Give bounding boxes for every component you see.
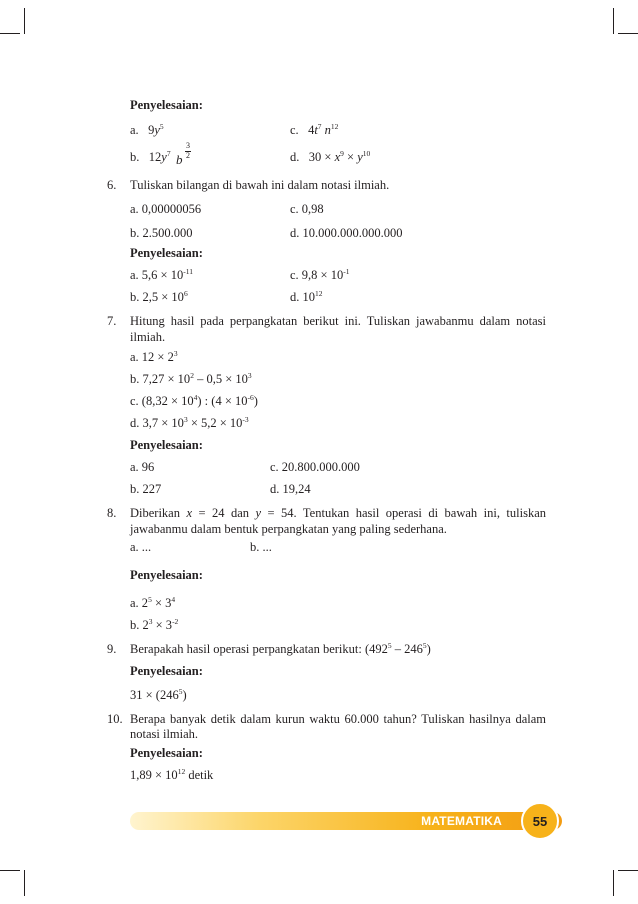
question-10-number: 10. bbox=[107, 712, 123, 726]
question-7-text-line1: Hitung hasil pada perpangkatan berikut ini. Tuliskan jawabanmu dalam notasi bbox=[130, 314, 546, 328]
question-9-text: Berapakah hasil operasi perpangkatan berikut: $(492^5 - 246^5)$ bbox=[130, 641, 431, 656]
question-10-text-line1: Berapa banyak detik dalam kurun waktu 60.000 tahun? Tuliskan hasilnya dalam bbox=[130, 712, 546, 726]
footer-subject: MATEMATIKA bbox=[421, 814, 502, 828]
answer-8b: b. $2^3 \times 3^{-2}$ bbox=[130, 617, 179, 632]
answer-6b: b. $2,5 \times 10^6$ bbox=[130, 289, 188, 304]
answer-5c: c. $4t^7$ $n^{12}$ bbox=[290, 122, 339, 137]
solution-heading: Penyelesaian: bbox=[130, 438, 203, 452]
crop-mark bbox=[0, 870, 20, 871]
answer-7b: b. 227 bbox=[130, 482, 162, 496]
question-8a: a. ... bbox=[130, 540, 152, 554]
answer-8a: a. $2^5 \times 3^4$ bbox=[130, 595, 176, 610]
question-6a: a. 0,00000056 bbox=[130, 202, 202, 216]
crop-mark bbox=[613, 870, 614, 896]
answer-5b-base: b bbox=[176, 152, 183, 167]
page-number: 55 bbox=[521, 802, 559, 840]
answer-5b: b. $12y^7$ bbox=[130, 149, 171, 164]
answer-5b-frac-den: 2 bbox=[186, 151, 190, 160]
crop-mark bbox=[618, 870, 638, 871]
solution-heading: Penyelesaian: bbox=[130, 746, 203, 760]
answer-10: $1,89 \times 10^{12}$ detik bbox=[130, 767, 214, 782]
question-8b: b. ... bbox=[250, 540, 272, 554]
solution-heading: Penyelesaian: bbox=[130, 568, 203, 582]
question-7a: a. $12 \times 2^3$ bbox=[130, 349, 178, 364]
question-6-text: Tuliskan bilangan di bawah ini dalam notasi ilmiah. bbox=[130, 178, 390, 192]
question-8-number: 8. bbox=[107, 506, 117, 520]
question-7c: c. $(8,32 \times 10^4)$ : $(4 \times 10^{-6})$ bbox=[130, 393, 258, 408]
question-7-text-line2: ilmiah. bbox=[130, 330, 166, 344]
crop-mark bbox=[0, 33, 20, 34]
question-6c: c. 0,98 bbox=[290, 202, 324, 216]
crop-mark bbox=[24, 870, 25, 896]
question-6d: d. 10.000.000.000.000 bbox=[290, 226, 403, 240]
answer-9: $31 \times (246^5)$ bbox=[130, 687, 187, 702]
answer-5b-frac-num: 3 bbox=[186, 141, 190, 150]
answer-5a: a. $9y^5$ bbox=[130, 122, 164, 137]
crop-mark bbox=[24, 8, 25, 34]
question-7d: d. $3,7 \times 10^3 \times 5,2 \times 10^{-3}$ bbox=[130, 415, 249, 430]
answer-6a: a. $5,6 \times 10^{-11}$ bbox=[130, 267, 193, 282]
question-6b: b. 2.500.000 bbox=[130, 226, 193, 240]
question-7b: b. $7,27 \times 10^2 - 0,5 \times 10^3$ bbox=[130, 371, 252, 386]
crop-mark bbox=[613, 8, 614, 34]
solution-heading: Penyelesaian: bbox=[130, 246, 203, 260]
question-10-text-line2: notasi ilmiah. bbox=[130, 727, 199, 741]
solution-heading: Penyelesaian: bbox=[130, 664, 203, 678]
question-8-text-line1: Diberikan x = 24 dan y = 54. Tentukan hasil operasi di bawah ini, tuliskan bbox=[130, 506, 547, 520]
answer-7a: a. 96 bbox=[130, 460, 155, 474]
crop-mark bbox=[618, 33, 638, 34]
answer-6d: d. $10^{12}$ bbox=[290, 289, 323, 304]
question-6-number: 6. bbox=[107, 178, 117, 192]
footer-bar bbox=[130, 812, 562, 830]
answer-5d: d. $30 \times x^9 \times y^{10}$ bbox=[290, 149, 371, 164]
question-7-number: 7. bbox=[107, 314, 117, 328]
answer-7c: c. 20.800.000.000 bbox=[270, 460, 360, 474]
question-8-text-line2: jawabanmu dalam bentuk perpangkatan yang paling sederhana. bbox=[130, 522, 447, 536]
answer-6c: c. $9,8 \times 10^{-1}$ bbox=[290, 267, 350, 282]
answer-7d: d. 19,24 bbox=[270, 482, 311, 496]
question-9-number: 9. bbox=[107, 642, 117, 656]
solution-heading: Penyelesaian: bbox=[130, 98, 203, 112]
